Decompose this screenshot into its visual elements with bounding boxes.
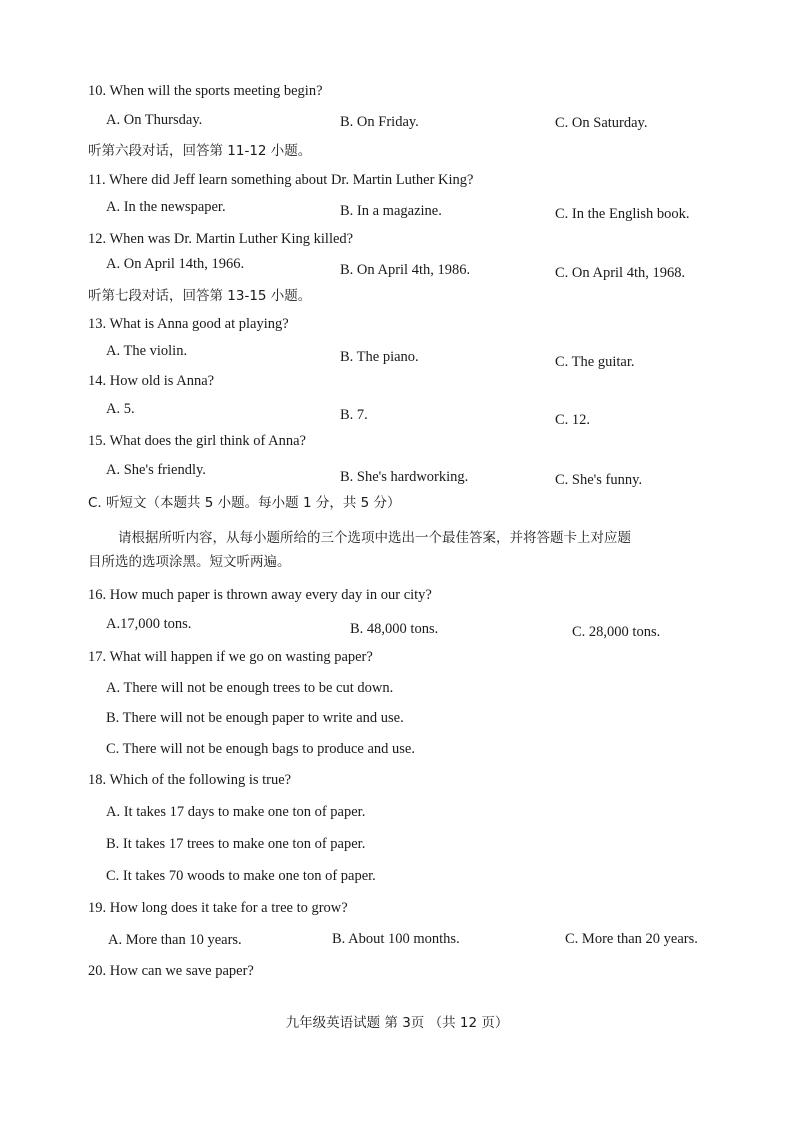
question-20: 20. How can we save paper?	[88, 963, 254, 979]
option-15c: C. She's funny.	[555, 472, 643, 488]
question-19: 19. How long does it take for a tree to grow?	[88, 900, 348, 916]
option-18b: B. It takes 17 trees to make one ton of paper.	[106, 836, 366, 852]
option-12a: A. On April 14th, 1966.	[106, 256, 245, 272]
option-17b: B. There will not be enough paper to write and use.	[106, 710, 404, 726]
question-12: 12. When was Dr. Martin Luther King killed?	[88, 231, 354, 247]
option-10c: C. On Saturday.	[555, 115, 648, 131]
option-19b: B. About 100 months.	[332, 931, 460, 947]
question-15: 15. What does the girl think of Anna?	[88, 433, 306, 449]
option-16c: C. 28,000 tons.	[572, 624, 661, 640]
question-17: 17. What will happen if we go on wasting paper?	[88, 649, 373, 665]
question-13: 13. What is Anna good at playing?	[88, 316, 289, 332]
option-12c: C. On April 4th, 1968.	[555, 265, 686, 281]
option-11c: C. In the English book.	[555, 206, 690, 222]
page-footer: 九年级英语试题 第 3页 （共 12 页）	[285, 1015, 509, 1031]
section-instruction-7: 听第七段对话，回答第 13-15 小题。	[88, 288, 312, 304]
option-17a: A. There will not be enough trees to be cut down.	[106, 680, 394, 696]
option-10b: B. On Friday.	[340, 114, 419, 130]
question-18: 18. Which of the following is true?	[88, 772, 292, 788]
section-c-instruction-line2: 目所选的选项涂黑。短文听两遍。	[88, 554, 291, 570]
option-16b: B. 48,000 tons.	[350, 621, 439, 637]
question-10: 10. When will the sports meeting begin?	[88, 83, 323, 99]
option-19c: C. More than 20 years.	[565, 931, 698, 947]
option-18a: A. It takes 17 days to make one ton of paper.	[106, 804, 366, 820]
question-14: 14. How old is Anna?	[88, 373, 215, 389]
question-16: 16. How much paper is thrown away every day in our city?	[88, 587, 432, 603]
option-13b: B. The piano.	[340, 349, 419, 365]
option-14a: A. 5.	[106, 401, 135, 417]
option-12b: B. On April 4th, 1986.	[340, 262, 471, 278]
option-15b: B. She's hardworking.	[340, 469, 469, 485]
option-13c: C. The guitar.	[555, 354, 635, 370]
question-11: 11. Where did Jeff learn something about Dr. Martin Luther King?	[88, 172, 474, 188]
option-15a: A. She's friendly.	[106, 462, 206, 478]
option-16a: A.17,000 tons.	[106, 616, 192, 632]
option-13a: A. The violin.	[106, 343, 188, 359]
section-instruction-6: 听第六段对话，回答第 11-12 小题。	[88, 143, 312, 159]
option-18c: C. It takes 70 woods to make one ton of paper.	[106, 868, 376, 884]
option-11b: B. In a magazine.	[340, 203, 442, 219]
option-10a: A. On Thursday.	[106, 112, 203, 128]
option-11a: A. In the newspaper.	[106, 199, 226, 215]
section-c-instruction-line1: 请根据所听内容，从每小题所给的三个选项中选出一个最佳答案，并将答题卡上对应题	[118, 530, 631, 546]
option-14c: C. 12.	[555, 412, 591, 428]
option-17c: C. There will not be enough bags to produce and use.	[106, 741, 415, 757]
option-14b: B. 7.	[340, 407, 368, 423]
section-c-heading: C. 听短文（本题共 5 小题。每小题 1 分，共 5 分）	[88, 495, 401, 511]
option-19a: A. More than 10 years.	[108, 932, 242, 948]
